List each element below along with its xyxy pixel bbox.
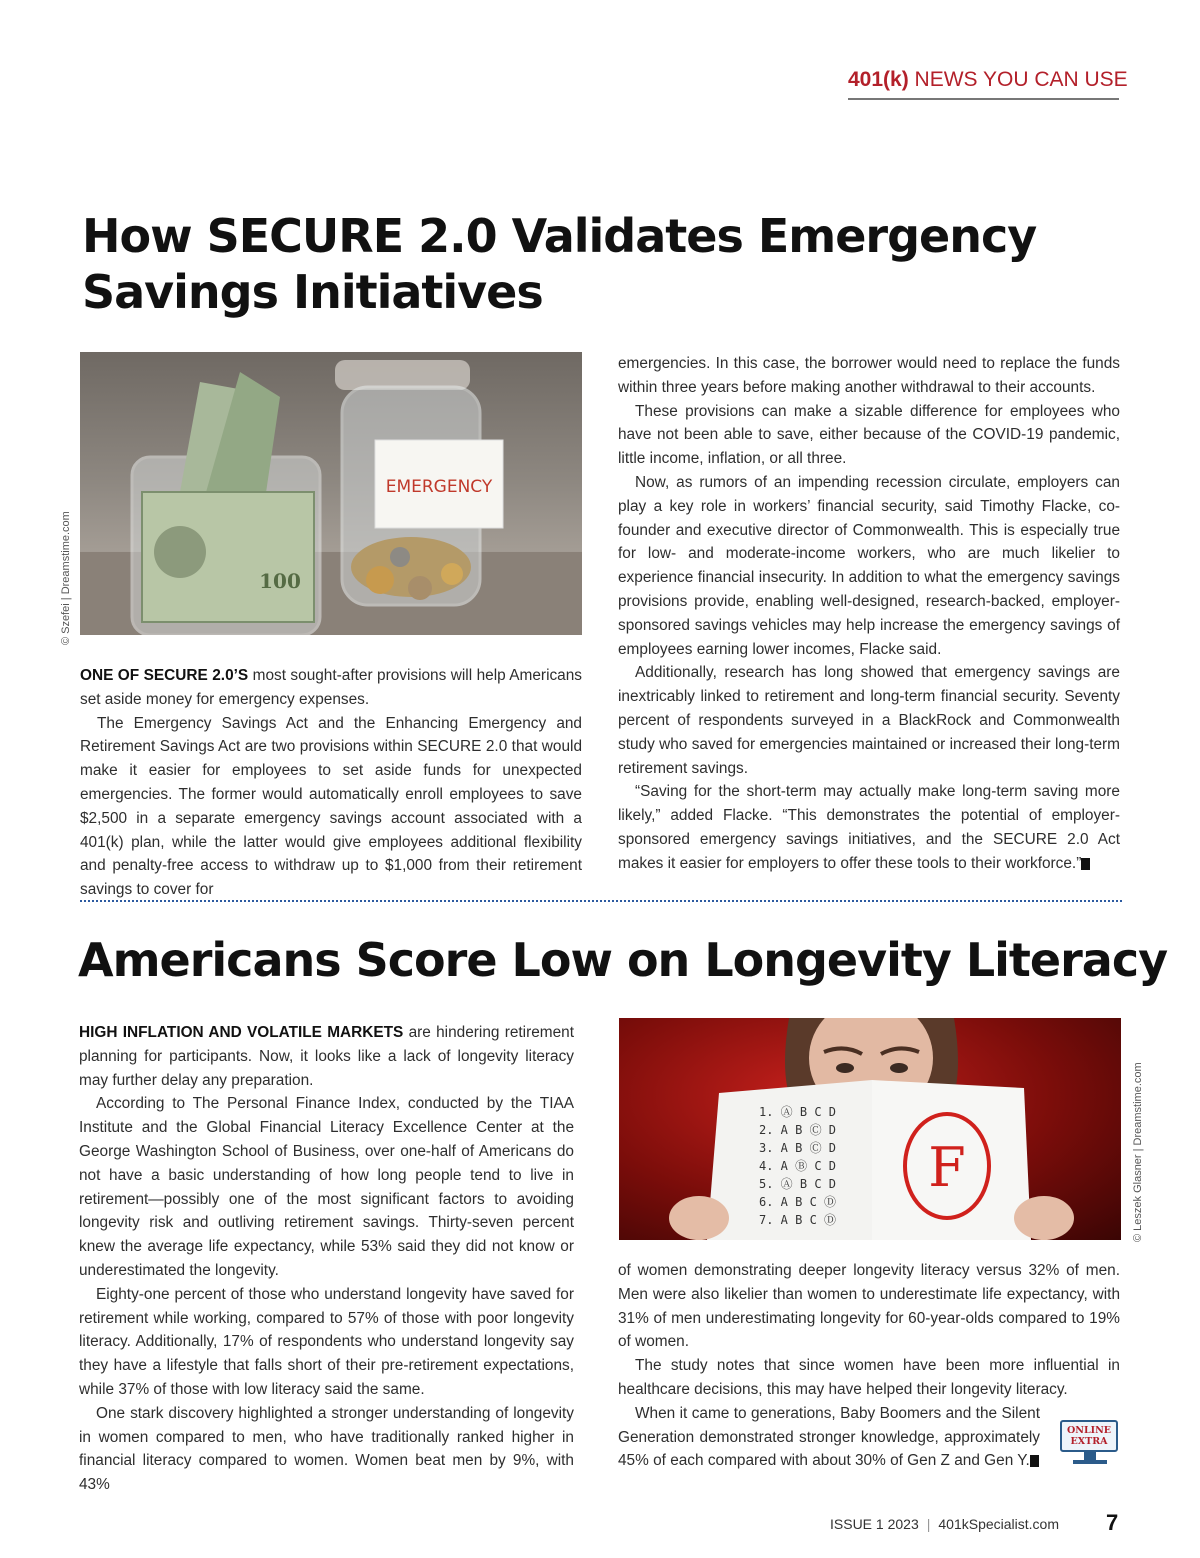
- article1-p2-cont: emergencies. In this case, the borrower would need to replace the funds within three years before making another withdrawal to their accounts.: [618, 355, 1120, 396]
- article1-p1: most sought-after provisions will help Americans set aside money for emergency expenses.: [80, 667, 582, 708]
- article1-p2: The Emergency Savings Act and the Enhancing Emergency and Retirement Savings Act are two provisions within SECURE 2.0 that would make it easier for employees to set aside funds for unexpected emergencies. The former would automatically enroll employees to save $2,500 in a separate emergency savings account associated with a 401(k) plan, while the latter would give employees additional flexibility and penalty-free access to withdraw up to $1,000 from their retirement savings to cover for: [80, 714, 582, 899]
- article2-title: Americans Score Low on Longevity Literacy: [78, 933, 1168, 987]
- article2-p4-cont: of women demonstrating deeper longevity literacy versus 32% of men. Men were also likelier than women to underestimate life expectancy, with 31% of men underestimating longevity for 60-year-olds compared to 19% of women.: [618, 1262, 1120, 1351]
- article1-column-left: [80, 664, 582, 902]
- emergency-jar-photo: [80, 352, 582, 635]
- footer-site-link[interactable]: 401kSpecialist.com: [938, 1516, 1059, 1532]
- monitor-stand: [1084, 1452, 1096, 1460]
- quiz-line: 1. Ⓐ B C D: [759, 1105, 837, 1119]
- section-tag-bold: 401(k): [848, 68, 909, 91]
- article2-column-left: [79, 1021, 574, 1497]
- quiz-line: 6. A B C Ⓓ: [759, 1195, 837, 1209]
- photo2-credit: © Leszek Glasner | Dreamstime.com: [1132, 1062, 1144, 1242]
- monitor-icon: [1060, 1420, 1118, 1452]
- article2-p5: The study notes that since women have been more influential in healthcare decisions, this may have helped their longevity literacy.: [618, 1357, 1120, 1398]
- end-mark-icon: K: [1030, 1455, 1039, 1467]
- photo1-credit: © Szefei | Dreamstime.com: [60, 511, 72, 645]
- article2-p1: are hindering retirement planning for participants. Now, it looks like a lack of longevity literacy may further delay any preparation.: [79, 1024, 574, 1089]
- quiz-line: 5. Ⓐ B C D: [759, 1177, 837, 1191]
- page-number: 7: [1106, 1510, 1119, 1535]
- article2-p3: Eighty-one percent of those who understand longevity have saved for retirement while working, compared to 57% of those with poor longevity literacy. Additionally, 17% of respondents who understand longevity say they have a lifestyle that falls short of their pre-retirement expectations, while 37% of those with low literacy said the same.: [79, 1285, 574, 1398]
- quiz-line: 3. A B Ⓒ D: [759, 1141, 837, 1155]
- footer-separator: |: [926, 1516, 931, 1532]
- section-tag-text: NEWS YOU CAN USE: [908, 68, 1128, 91]
- quiz-line: 2. A B Ⓒ D: [759, 1123, 837, 1137]
- article1-paragraph: [80, 664, 582, 712]
- quiz-line: 4. A Ⓑ C D: [759, 1159, 837, 1173]
- page-footer: [830, 1516, 1059, 1532]
- article2-p6: When it came to generations, Baby Boomers and the Silent Generation demonstrated stronger knowledge, approximately 45% of each compared with about 30% of Gen Z and Gen Y.: [618, 1404, 1040, 1470]
- monitor-base: [1073, 1460, 1107, 1464]
- article2-lead: HIGH INFLATION AND VOLATILE MARKETS: [79, 1024, 404, 1041]
- article1-p5: Additionally, research has long showed that emergency savings are inextricably linked to retirement and long-term financial security. Seventy percent of respondents surveyed in a BlackRock and Commonwealth study who saved for emergencies maintained or increased their long-term retirement savings.: [618, 664, 1120, 777]
- article1-title: How SECURE 2.0 Validates Emergency Savings Initiatives: [82, 209, 1037, 319]
- article2-paragraph-last: [618, 1402, 1120, 1473]
- article2-p2: According to The Personal Finance Index, conducted by the TIAA Institute and the Global Financial Literacy Excellence Center at the George Washington School of Business, over one-half of Americans do not have a basic understanding of how long people tend to live in retirement—possibly one of the most significant factors to avoiding longevity risk and outliving retirement savings. Thirty-seven percent knew the average life expectancy, while 53% said they did not know or underestimated the longevity.: [79, 1095, 574, 1279]
- failing-grade-illustration: [619, 1018, 1121, 1240]
- online-extra-line2: EXTRA: [1070, 1436, 1108, 1447]
- jar-label-text: EMERGENCY: [385, 477, 493, 497]
- quiz-line: 7. A B C Ⓓ: [759, 1213, 837, 1227]
- emergency-jar-illustration: [80, 352, 582, 635]
- end-mark-icon: K: [1081, 858, 1090, 870]
- footer-issue: ISSUE 1 2023: [830, 1516, 919, 1532]
- grade-text: F: [928, 1136, 966, 1199]
- article1-p3: These provisions can make a sizable difference for employees who have not been able to save, either because of the COVID-19 pandemic, little income, inflation, or all three.: [618, 402, 1120, 468]
- online-extra-badge[interactable]: [1060, 1420, 1120, 1472]
- article2-paragraph: [79, 1021, 574, 1092]
- online-extra-line1: ONLINE: [1066, 1425, 1111, 1436]
- article1-p6: “Saving for the short-term may actually make long-term saving more likely,” added Flacke. “This demonstrates the potential of employer-sponsored emergency savings initiatives, and the SECURE 2.0 Act makes it easier for employers to offer these tools to their workforce.”: [618, 783, 1120, 872]
- article1-column-right: [618, 352, 1120, 876]
- article2-p4: One stark discovery highlighted a stronger understanding of longevity in women compared to men, who have traditionally ranked higher in financial literacy compared to women. Women beat men by 9%, with 43%: [79, 1404, 574, 1494]
- bill-denomination-text: 100: [259, 569, 301, 593]
- failing-grade-photo: [619, 1018, 1121, 1240]
- article2-column-right: [618, 1259, 1120, 1473]
- article1-lead: ONE OF SECURE 2.0’S: [80, 667, 249, 684]
- section-tag: [848, 68, 1128, 100]
- section-divider: [80, 900, 1122, 902]
- article1-paragraph-last: [618, 780, 1120, 875]
- article1-p4: Now, as rumors of an impending recession circulate, employers can play a key role in workers’ financial security, said Timothy Flacke, co-founder and executive director of Commonwealth. This is especially true for low- and moderate-income workers, who are much likelier to experience financial insecurity. In addition to what the emergency savings provisions provide, enabling well-designed, research-backed, employer-sponsored savings vehicles may help increase the emergency savings of employees earning lower incomes, Flacke said.: [618, 473, 1120, 658]
